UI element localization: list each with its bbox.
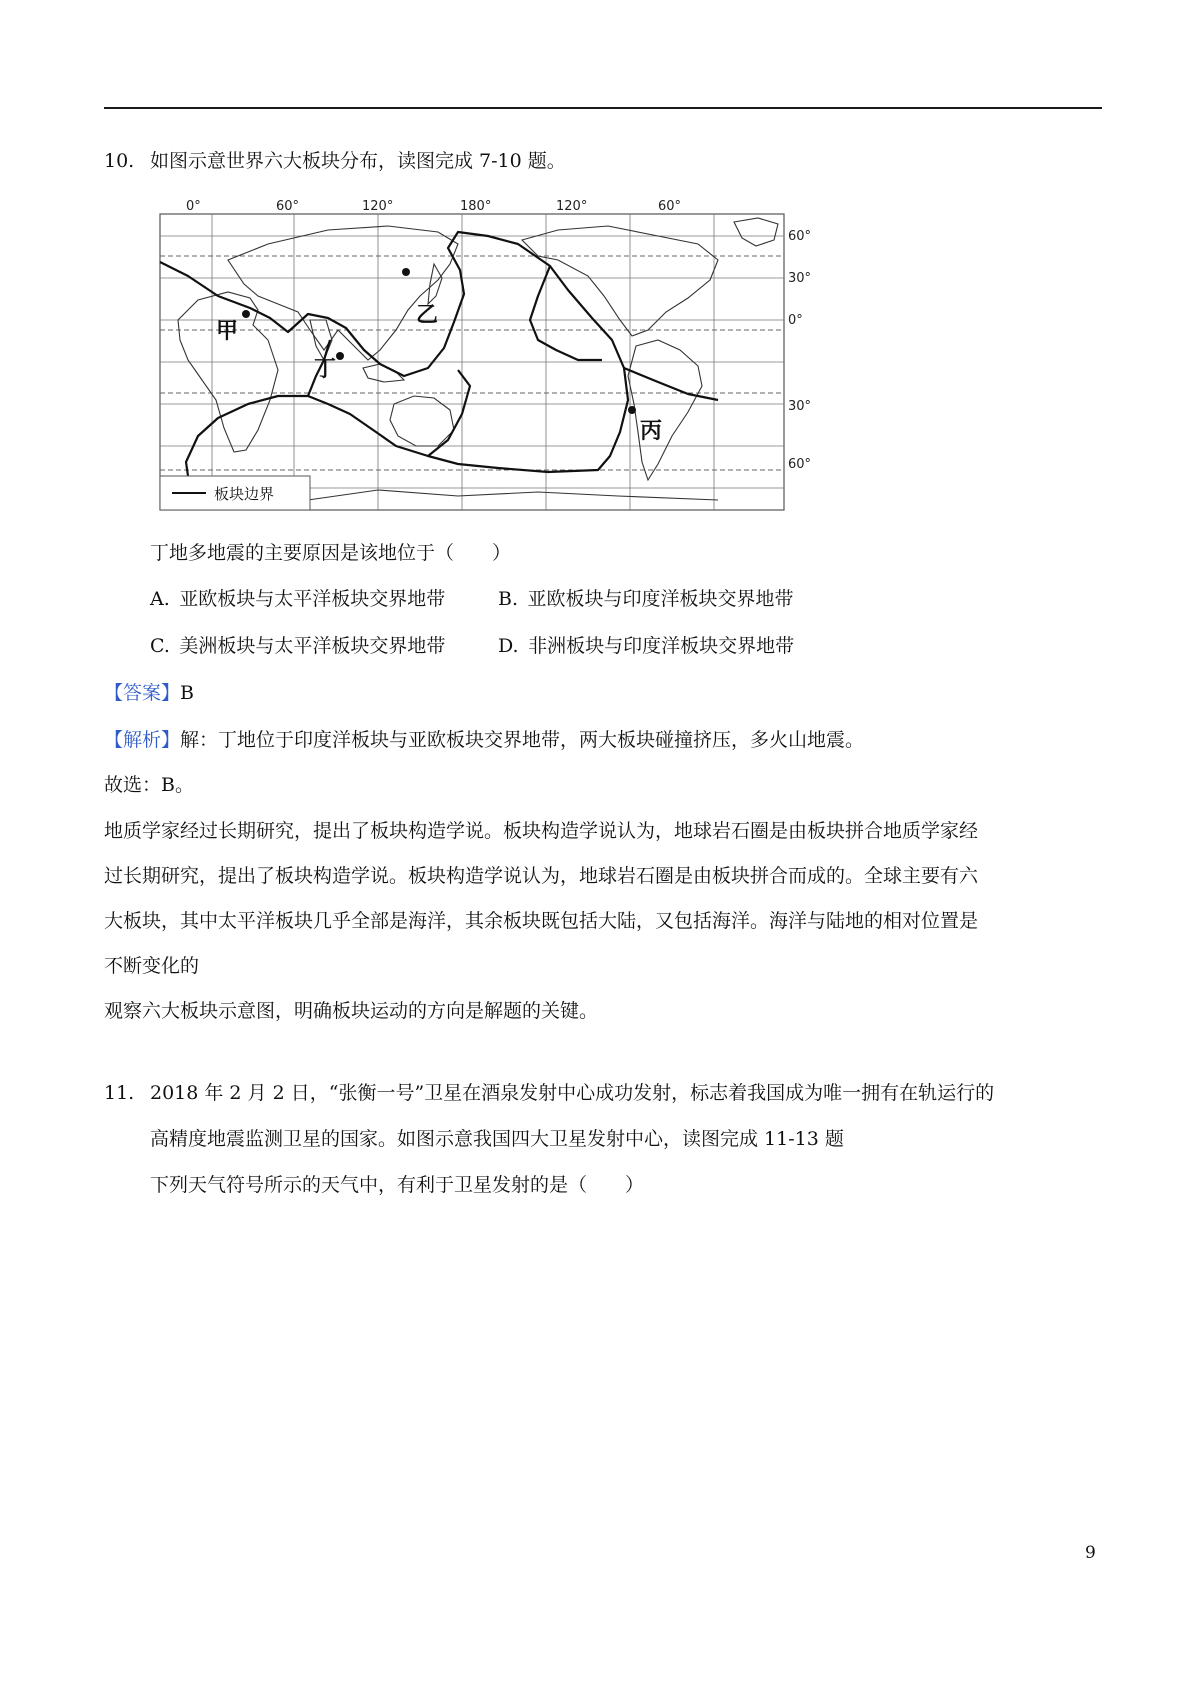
q11-question: 下列天气符号所示的天气中，有利于卫星发射的是（ ）	[150, 1174, 645, 1196]
point-bing-marker	[628, 406, 636, 414]
q10-option-a[interactable]	[150, 586, 445, 612]
option-a-label: A.	[150, 588, 170, 610]
option-a-text: 亚欧板块与太平洋板块交界地带	[179, 588, 446, 610]
lon-label-60w: 60°	[658, 200, 682, 214]
answer-tag: 【答案】	[104, 682, 181, 704]
point-ding-label: 丁	[314, 357, 337, 382]
point-ding-marker	[336, 352, 344, 360]
q10-answer	[104, 680, 194, 706]
point-yi-marker	[402, 268, 410, 276]
option-c-text: 美洲板块与太平洋板块交界地带	[179, 635, 446, 657]
q10-stem-text: 如图示意世界六大板块分布，读图完成 7-10 题。	[150, 150, 566, 172]
explanation-line: 不断变化的	[104, 955, 200, 977]
q10-analysis	[104, 727, 864, 753]
explanation-line: 观察六大板块示意图，明确板块运动的方向是解题的关键。	[104, 1000, 599, 1022]
option-d-text: 非洲板块与印度洋板块交界地带	[528, 635, 795, 657]
q10-option-b[interactable]	[498, 586, 794, 612]
q10-number: 10.	[104, 150, 135, 172]
q10-option-d[interactable]	[498, 633, 794, 659]
lat-label-0: 0°	[788, 313, 803, 328]
analysis-tag: 【解析】	[104, 729, 181, 751]
q11-stem-line-2: 高精度地震监测卫星的国家。如图示意我国四大卫星发射中心，读图完成 11-13 题	[150, 1128, 844, 1150]
explanation-line: 地质学家经过长期研究，提出了板块构造学说。板块构造学说认为，地球岩石圈是由板块拼合地质学家经	[104, 820, 979, 842]
lon-label-120w: 120°	[556, 200, 588, 214]
point-jia-label: 甲	[216, 319, 239, 344]
q11-number: 11.	[104, 1082, 135, 1104]
legend-label: 板块边界	[214, 485, 275, 503]
lat-label-30n: 30°	[788, 271, 812, 286]
lon-label-180: 180°	[460, 200, 492, 214]
explanation-line: 过长期研究，提出了板块构造学说。板块构造学说认为，地球岩石圈是由板块拼合而成的。全球主要有六	[104, 865, 979, 887]
explanation-line: 大板块，其中太平洋板块几乎全部是海洋，其余板块既包括大陆，又包括海洋。海洋与陆地的相对位置是	[104, 910, 979, 932]
option-b-label: B.	[498, 588, 519, 610]
q10-option-c[interactable]	[150, 633, 445, 659]
lon-label-120e: 120°	[362, 200, 394, 214]
q11-stem-line-1	[104, 1080, 994, 1106]
page-number: 9	[1085, 1543, 1096, 1563]
q11-line-1: 2018 年 2 月 2 日，“张衡一号”卫星在酒泉发射中心成功发射，标志着我国成为唯一拥有在轨运行的	[150, 1082, 995, 1104]
lat-label-60s: 60°	[788, 457, 812, 472]
option-c-label: C.	[150, 635, 170, 657]
lat-label-30s: 30°	[788, 399, 812, 414]
lon-label-0: 0°	[186, 200, 201, 214]
header-rule	[104, 107, 1102, 109]
analysis-text: 解：丁地位于印度洋板块与亚欧板块交界地带，两大板块碰撞挤压，多火山地震。	[180, 729, 865, 751]
option-d-label: D.	[498, 635, 519, 657]
answer-value: B	[180, 682, 194, 704]
lat-label-60n: 60°	[788, 229, 812, 244]
point-yi-label: 乙	[416, 303, 439, 328]
q10-question: 丁地多地震的主要原因是该地位于（ ）	[150, 542, 512, 564]
lon-label-60e: 60°	[276, 200, 300, 214]
world-plates-map	[158, 200, 818, 562]
map-legend	[160, 476, 310, 510]
point-bing-label: 丙	[640, 419, 663, 444]
option-b-text: 亚欧板块与印度洋板块交界地带	[527, 588, 794, 610]
q10-stem	[104, 148, 566, 174]
point-jia-marker	[242, 310, 250, 318]
q10-choice: 故选：B。	[104, 774, 194, 796]
